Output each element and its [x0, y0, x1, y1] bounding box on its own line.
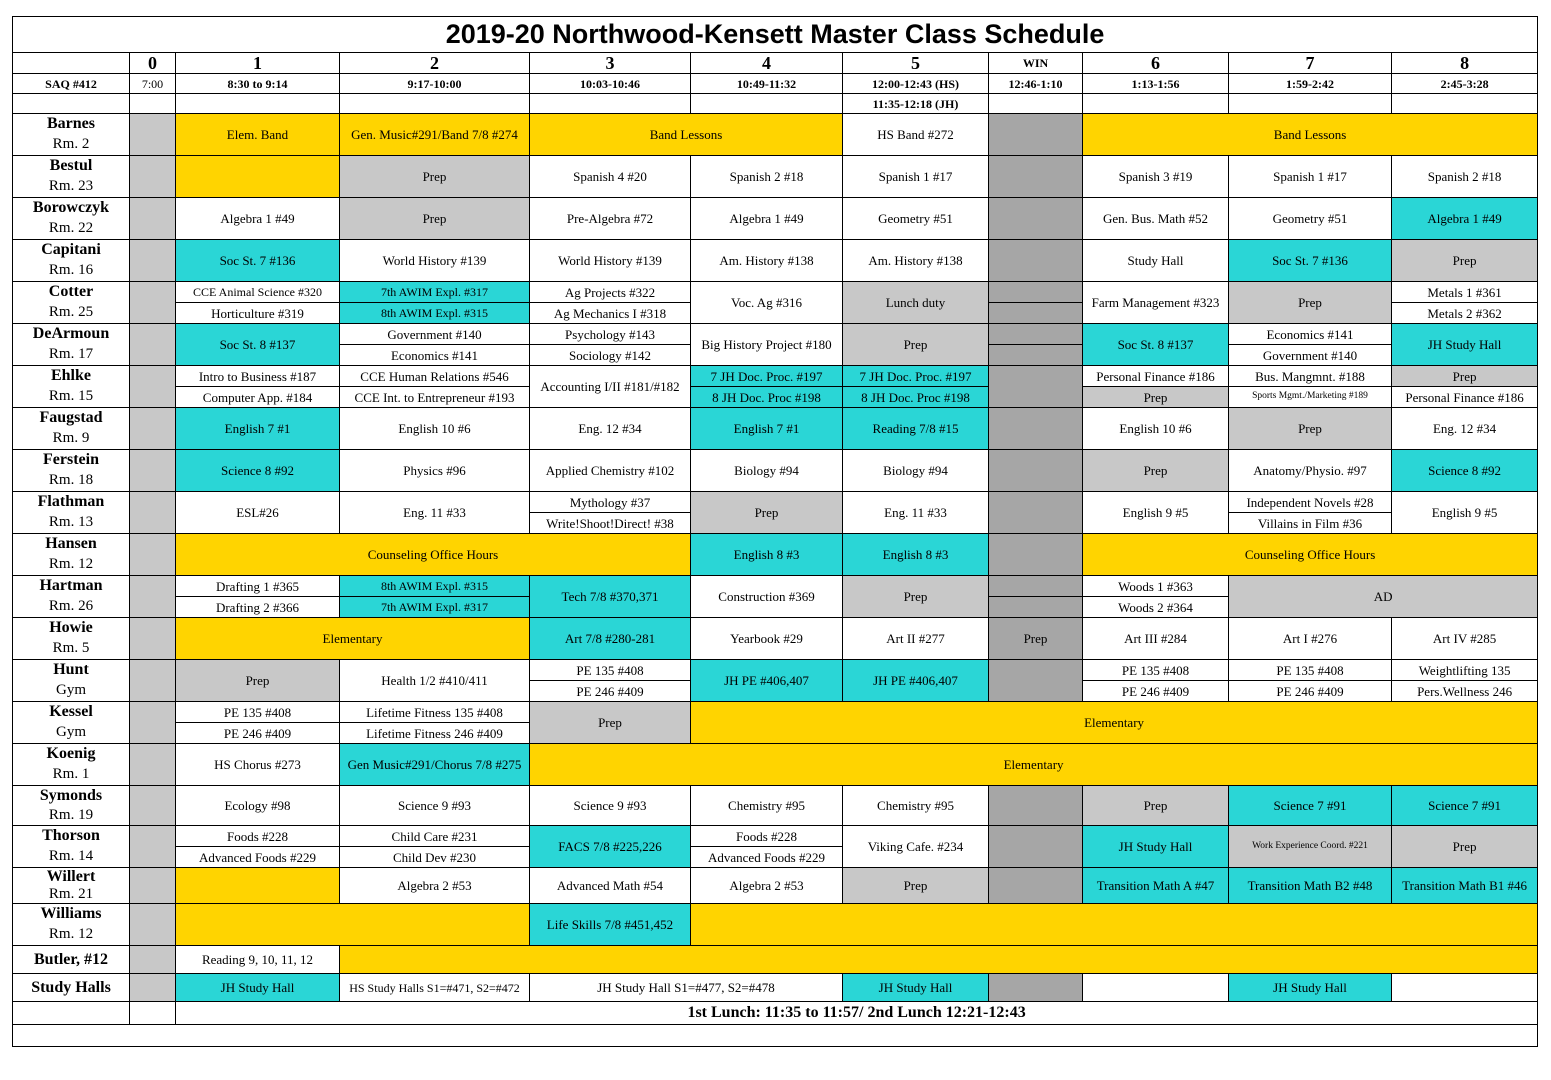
teacher-room: Rm. 12 — [13, 555, 130, 576]
teacher-name: Hansen — [13, 534, 130, 555]
class-cell: Counseling Office Hours — [176, 534, 691, 576]
class-cell: Prep — [530, 702, 691, 744]
class-cell: 8 JH Doc. Proc #198 — [843, 387, 989, 408]
class-cell: Lunch duty — [843, 282, 989, 324]
teacher-room: Rm. 9 — [13, 429, 130, 450]
footer-blank — [130, 1002, 176, 1025]
class-cell: Pre-Algebra #72 — [530, 198, 691, 240]
win-cell — [989, 198, 1083, 240]
teacher-room: Rm. 26 — [13, 597, 130, 618]
win-cell — [989, 786, 1083, 826]
class-cell: Psychology #143 — [530, 324, 691, 345]
teacher-room: Rm. 23 — [13, 177, 130, 198]
class-cell: Gen. Bus. Math #52 — [1083, 198, 1229, 240]
period-0-cell — [130, 366, 176, 408]
time-header-row — [13, 74, 1538, 94]
class-cell: Economics #141 — [1229, 324, 1392, 345]
period-0-cell — [130, 492, 176, 534]
class-cell: Elem. Band — [176, 114, 340, 156]
class-cell: Soc St. 8 #137 — [1083, 324, 1229, 366]
class-cell: Transition Math B1 #46 — [1392, 868, 1538, 904]
class-cell: Eng. 11 #33 — [340, 492, 530, 534]
class-cell: Ecology #98 — [176, 786, 340, 826]
class-cell: 7 JH Doc. Proc. #197 — [843, 366, 989, 387]
class-cell: ESL#26 — [176, 492, 340, 534]
class-cell: Sociology #142 — [530, 345, 691, 366]
class-cell — [176, 868, 340, 904]
class-cell: HS Study Halls S1=#471, S2=#472 — [340, 974, 530, 1002]
class-cell: Metals 1 #361 — [1392, 282, 1538, 303]
class-cell: Ag Projects #322 — [530, 282, 691, 303]
class-cell: Government #140 — [340, 324, 530, 345]
schedule-sheet — [12, 16, 1537, 1047]
teacher-room: Rm. 18 — [13, 471, 130, 492]
win-cell — [989, 408, 1083, 450]
class-cell: Personal Finance #186 — [1083, 366, 1229, 387]
class-cell: 7th AWIM Expl. #317 — [340, 597, 530, 618]
win-cell — [989, 324, 1083, 345]
class-cell: Transition Math A #47 — [1083, 868, 1229, 904]
class-cell: Eng. 12 #34 — [530, 408, 691, 450]
period-6-header: 6 — [1083, 53, 1229, 74]
time-5: 12:00-12:43 (HS) — [843, 74, 989, 94]
class-cell: Advanced Math #54 — [530, 868, 691, 904]
header-blank — [13, 53, 130, 74]
class-cell: Algebra 2 #53 — [340, 868, 530, 904]
win-cell — [989, 303, 1083, 324]
class-cell: Prep — [1229, 408, 1392, 450]
class-cell: Science 8 #92 — [176, 450, 340, 492]
time-4: 10:49-11:32 — [691, 74, 843, 94]
teacher-name: Koenig — [13, 744, 130, 765]
teacher-name: Howie — [13, 618, 130, 639]
class-cell — [1392, 974, 1538, 1002]
win-cell — [989, 868, 1083, 904]
teacher-name: Flathman — [13, 492, 130, 513]
period-0-cell — [130, 282, 176, 324]
time-2: 9:17-10:00 — [340, 74, 530, 94]
teacher-name: Ehlke — [13, 366, 130, 387]
win-cell — [989, 345, 1083, 366]
class-cell: Prep — [176, 660, 340, 702]
period-0-cell — [130, 240, 176, 282]
class-cell: Woods 2 #364 — [1083, 597, 1229, 618]
class-cell: Prep — [1229, 282, 1392, 324]
class-cell: Spanish 2 #18 — [1392, 156, 1538, 198]
period-7-header: 7 — [1229, 53, 1392, 74]
class-cell: Reading 7/8 #15 — [843, 408, 989, 450]
class-cell: World History #139 — [530, 240, 691, 282]
class-cell: Eng. 12 #34 — [1392, 408, 1538, 450]
class-cell: Computer App. #184 — [176, 387, 340, 408]
lunch-note: 1st Lunch: 11:35 to 11:57/ 2nd Lunch 12:21-12:43 — [176, 1002, 1538, 1025]
teacher-room: Rm. 25 — [13, 303, 130, 324]
class-cell: Life Skills 7/8 #451,452 — [530, 904, 691, 946]
teacher-room: Rm. 21 — [13, 886, 130, 904]
teacher-name: Hunt — [13, 660, 130, 681]
class-cell: PE 135 #408 — [530, 660, 691, 681]
teacher-name: Bestul — [13, 156, 130, 177]
class-cell: Drafting 1 #365 — [176, 576, 340, 597]
class-cell: Counseling Office Hours — [1083, 534, 1538, 576]
class-cell: Art 7/8 #280-281 — [530, 618, 691, 660]
class-cell: Gen. Music#291/Band 7/8 #274 — [340, 114, 530, 156]
class-cell: English 10 #6 — [1083, 408, 1229, 450]
class-cell: Science 8 #92 — [1392, 450, 1538, 492]
period-header-row — [13, 53, 1538, 74]
time-0: 7:00 — [130, 74, 176, 94]
jh-time-row — [13, 94, 1538, 114]
period-win-header: WIN — [989, 53, 1083, 74]
teacher-name: Study Halls — [13, 974, 130, 1002]
class-cell: Biology #94 — [843, 450, 989, 492]
class-cell: CCE Int. to Entrepreneur #193 — [340, 387, 530, 408]
class-cell: Prep — [340, 198, 530, 240]
class-cell: Gen Music#291/Chorus 7/8 #275 — [340, 744, 530, 786]
win-cell — [989, 826, 1083, 868]
teacher-room: Rm. 22 — [13, 219, 130, 240]
class-cell: Transition Math B2 #48 — [1229, 868, 1392, 904]
time-8: 2:45-3:28 — [1392, 74, 1538, 94]
class-cell: Physics #96 — [340, 450, 530, 492]
win-cell — [989, 156, 1083, 198]
time-win: 12:46-1:10 — [989, 74, 1083, 94]
class-cell: Woods 1 #363 — [1083, 576, 1229, 597]
class-cell: Spanish 4 #20 — [530, 156, 691, 198]
class-cell: Viking Cafe. #234 — [843, 826, 989, 868]
period-2-header: 2 — [340, 53, 530, 74]
period-0-header: 0 — [130, 53, 176, 74]
class-cell: Pers.Wellness 246 — [1392, 681, 1538, 702]
class-cell: Lifetime Fitness 135 #408 — [340, 702, 530, 723]
time-3: 10:03-10:46 — [530, 74, 691, 94]
teacher-room: Rm. 14 — [13, 847, 130, 868]
class-cell: Algebra 1 #49 — [176, 198, 340, 240]
time-6: 1:13-1:56 — [1083, 74, 1229, 94]
win-cell — [989, 282, 1083, 303]
win-cell — [989, 660, 1083, 702]
class-cell: Geometry #51 — [843, 198, 989, 240]
class-cell: Big History Project #180 — [691, 324, 843, 366]
class-cell: Chemistry #95 — [691, 786, 843, 826]
win-cell — [989, 534, 1083, 576]
class-cell: Lifetime Fitness 246 #409 — [340, 723, 530, 744]
class-cell: Band Lessons — [530, 114, 843, 156]
master-schedule-table — [12, 16, 1538, 1047]
class-cell: PE 246 #409 — [530, 681, 691, 702]
class-cell: Elementary — [176, 618, 530, 660]
page-title: 2019-20 Northwood-Kensett Master Class Schedule — [13, 17, 1538, 53]
teacher-room: Gym — [13, 723, 130, 744]
class-cell: Chemistry #95 — [843, 786, 989, 826]
teacher-name: Symonds — [13, 786, 130, 806]
win-cell — [989, 492, 1083, 534]
class-cell: English 7 #1 — [176, 408, 340, 450]
class-cell: Prep — [1083, 387, 1229, 408]
class-cell: Advanced Foods #229 — [691, 847, 843, 868]
class-cell: Am. History #138 — [691, 240, 843, 282]
period-0-cell — [130, 826, 176, 868]
class-cell: Eng. 11 #33 — [843, 492, 989, 534]
class-cell: Soc St. 7 #136 — [1229, 240, 1392, 282]
class-cell: AD — [1229, 576, 1538, 618]
class-cell: Farm Management #323 — [1083, 282, 1229, 324]
teacher-name: Borowczyk — [13, 198, 130, 219]
teacher-name: Cotter — [13, 282, 130, 303]
class-cell: HS Band #272 — [843, 114, 989, 156]
class-cell: Soc St. 8 #137 — [176, 324, 340, 366]
time-7: 1:59-2:42 — [1229, 74, 1392, 94]
teacher-room: Rm. 17 — [13, 345, 130, 366]
class-cell: English 10 #6 — [340, 408, 530, 450]
win-cell — [989, 240, 1083, 282]
time-1: 8:30 to 9:14 — [176, 74, 340, 94]
class-cell — [340, 946, 1538, 974]
teacher-room: Rm. 19 — [13, 806, 130, 826]
class-cell: Mythology #37 — [530, 492, 691, 513]
teacher-name: Ferstein — [13, 450, 130, 471]
period-0-cell — [130, 868, 176, 904]
class-cell: FACS 7/8 #225,226 — [530, 826, 691, 868]
teacher-name: Willert — [13, 868, 130, 886]
class-cell: Prep — [1392, 366, 1538, 387]
class-cell: CCE Human Relations #546 — [340, 366, 530, 387]
class-cell: Tech 7/8 #370,371 — [530, 576, 691, 618]
period-0-cell — [130, 618, 176, 660]
class-cell: Prep — [1392, 826, 1538, 868]
class-cell: Voc. Ag #316 — [691, 282, 843, 324]
class-cell: Villains in Film #36 — [1229, 513, 1392, 534]
class-cell: English 8 #3 — [691, 534, 843, 576]
class-cell: PE 246 #409 — [176, 723, 340, 744]
class-cell: World History #139 — [340, 240, 530, 282]
class-cell: Child Care #231 — [340, 826, 530, 847]
teacher-room: Rm. 2 — [13, 135, 130, 156]
class-cell: Accounting I/II #181/#182 — [530, 366, 691, 408]
class-cell: Personal Finance #186 — [1392, 387, 1538, 408]
class-cell: Prep — [843, 868, 989, 904]
class-cell: Applied Chemistry #102 — [530, 450, 691, 492]
teacher-name: Thorson — [13, 826, 130, 847]
class-cell: Prep — [1083, 786, 1229, 826]
class-cell: Foods #228 — [176, 826, 340, 847]
period-1-header: 1 — [176, 53, 340, 74]
period-0-cell — [130, 744, 176, 786]
class-cell: Ag Mechanics I #318 — [530, 303, 691, 324]
class-cell: Prep — [340, 156, 530, 198]
teacher-room: Gym — [13, 681, 130, 702]
class-cell: Prep — [843, 576, 989, 618]
class-cell: 8th AWIM Expl. #315 — [340, 576, 530, 597]
class-cell: Anatomy/Physio. #97 — [1229, 450, 1392, 492]
class-cell: English 8 #3 — [843, 534, 989, 576]
class-cell: Spanish 3 #19 — [1083, 156, 1229, 198]
class-cell: Advanced Foods #229 — [176, 847, 340, 868]
teacher-room: Rm. 1 — [13, 765, 130, 786]
class-cell: Construction #369 — [691, 576, 843, 618]
class-cell: JH Study Hall — [1229, 974, 1392, 1002]
class-cell: JH PE #406,407 — [843, 660, 989, 702]
period-0-cell — [130, 408, 176, 450]
class-cell: Horticulture #319 — [176, 303, 340, 324]
class-cell: Algebra 1 #49 — [691, 198, 843, 240]
class-cell: Metals 2 #362 — [1392, 303, 1538, 324]
teacher-name: Kessel — [13, 702, 130, 723]
win-cell — [989, 597, 1083, 618]
win-cell: Prep — [989, 618, 1083, 660]
class-cell: 7 JH Doc. Proc. #197 — [691, 366, 843, 387]
period-0-cell — [130, 324, 176, 366]
win-cell — [989, 450, 1083, 492]
class-cell: Art II #277 — [843, 618, 989, 660]
class-cell: Elementary — [691, 702, 1538, 744]
class-cell: PE 135 #408 — [176, 702, 340, 723]
period-0-cell — [130, 576, 176, 618]
saq-label: SAQ #412 — [13, 74, 130, 94]
class-cell: Spanish 2 #18 — [691, 156, 843, 198]
class-cell: 8th AWIM Expl. #315 — [340, 303, 530, 324]
class-cell: Prep — [1392, 240, 1538, 282]
teacher-room: Rm. 5 — [13, 639, 130, 660]
class-cell: 7th AWIM Expl. #317 — [340, 282, 530, 303]
teacher-name: Capitani — [13, 240, 130, 261]
class-cell: JH Study Hall S1=#477, S2=#478 — [530, 974, 843, 1002]
period-0-cell — [130, 534, 176, 576]
class-cell: Band Lessons — [1083, 114, 1538, 156]
class-cell: Sports Mgmt./Marketing #189 — [1229, 387, 1392, 408]
class-cell: English 9 #5 — [1083, 492, 1229, 534]
period-0-cell — [130, 660, 176, 702]
period-0-cell — [130, 450, 176, 492]
class-cell: Weightlifting 135 — [1392, 660, 1538, 681]
class-cell: Art III #284 — [1083, 618, 1229, 660]
period-3-header: 3 — [530, 53, 691, 74]
class-cell: Elementary — [530, 744, 1538, 786]
class-cell — [1083, 974, 1229, 1002]
class-cell: Reading 9, 10, 11, 12 — [176, 946, 340, 974]
win-cell — [989, 366, 1083, 408]
period-5-header: 5 — [843, 53, 989, 74]
period-0-cell — [130, 974, 176, 1002]
win-cell — [989, 974, 1083, 1002]
class-cell: Prep — [843, 324, 989, 366]
period-0-cell — [130, 904, 176, 946]
class-cell: Health 1/2 #410/411 — [340, 660, 530, 702]
class-cell: English 9 #5 — [1392, 492, 1538, 534]
class-cell: HS Chorus #273 — [176, 744, 340, 786]
period-4-header: 4 — [691, 53, 843, 74]
class-cell: Art IV #285 — [1392, 618, 1538, 660]
class-cell: JH Study Hall — [1392, 324, 1538, 366]
class-cell: CCE Animal Science #320 — [176, 282, 340, 303]
win-cell — [989, 576, 1083, 597]
footer-empty-row — [13, 1025, 1538, 1047]
class-cell: Science 7 #91 — [1392, 786, 1538, 826]
class-cell: JH Study Hall — [1083, 826, 1229, 868]
period-0-cell — [130, 114, 176, 156]
class-cell: PE 246 #409 — [1083, 681, 1229, 702]
teacher-room: Rm. 16 — [13, 261, 130, 282]
class-cell: Art I #276 — [1229, 618, 1392, 660]
class-cell: Prep — [691, 492, 843, 534]
class-cell: Economics #141 — [340, 345, 530, 366]
teacher-room: Rm. 12 — [13, 925, 130, 946]
time-5-jh: 11:35-12:18 (JH) — [843, 94, 989, 114]
class-cell: Algebra 2 #53 — [691, 868, 843, 904]
class-cell: Prep — [1083, 450, 1229, 492]
class-cell: PE 135 #408 — [1083, 660, 1229, 681]
class-cell: Am. History #138 — [843, 240, 989, 282]
class-cell: PE 246 #409 — [1229, 681, 1392, 702]
class-cell: Work Experience Coord. #221 — [1229, 826, 1392, 868]
footer-blank — [13, 1002, 130, 1025]
class-cell: Biology #94 — [691, 450, 843, 492]
teacher-name: Hartman — [13, 576, 130, 597]
class-cell: Intro to Business #187 — [176, 366, 340, 387]
period-0-cell — [130, 786, 176, 826]
win-cell — [989, 114, 1083, 156]
teacher-name: Williams — [13, 904, 130, 925]
class-cell: Science 9 #93 — [340, 786, 530, 826]
class-cell — [176, 156, 340, 198]
class-cell: Spanish 1 #17 — [843, 156, 989, 198]
class-cell: Drafting 2 #366 — [176, 597, 340, 618]
class-cell: Foods #228 — [691, 826, 843, 847]
period-0-cell — [130, 198, 176, 240]
class-cell: Child Dev #230 — [340, 847, 530, 868]
class-cell: Science 7 #91 — [1229, 786, 1392, 826]
class-cell: Write!Shoot!Direct! #38 — [530, 513, 691, 534]
teacher-name: Faugstad — [13, 408, 130, 429]
class-cell — [176, 904, 530, 946]
teacher-room: Rm. 13 — [13, 513, 130, 534]
class-cell: Yearbook #29 — [691, 618, 843, 660]
class-cell: Independent Novels #28 — [1229, 492, 1392, 513]
period-0-cell — [130, 946, 176, 974]
class-cell: Study Hall — [1083, 240, 1229, 282]
class-cell: Geometry #51 — [1229, 198, 1392, 240]
class-cell: JH Study Hall — [843, 974, 989, 1002]
period-8-header: 8 — [1392, 53, 1538, 74]
teacher-name: Butler, #12 — [13, 946, 130, 974]
class-cell: Spanish 1 #17 — [1229, 156, 1392, 198]
period-0-cell — [130, 156, 176, 198]
class-cell: Government #140 — [1229, 345, 1392, 366]
class-cell: PE 135 #408 — [1229, 660, 1392, 681]
class-cell: 8 JH Doc. Proc #198 — [691, 387, 843, 408]
period-0-cell — [130, 702, 176, 744]
class-cell: Algebra 1 #49 — [1392, 198, 1538, 240]
class-cell: Science 9 #93 — [530, 786, 691, 826]
class-cell: Soc St. 7 #136 — [176, 240, 340, 282]
teacher-room: Rm. 15 — [13, 387, 130, 408]
teacher-name: DeArmoun — [13, 324, 130, 345]
class-cell: JH Study Hall — [176, 974, 340, 1002]
class-cell — [691, 904, 1538, 946]
class-cell: JH PE #406,407 — [691, 660, 843, 702]
class-cell: English 7 #1 — [691, 408, 843, 450]
class-cell: Bus. Mangmnt. #188 — [1229, 366, 1392, 387]
teacher-name: Barnes — [13, 114, 130, 135]
